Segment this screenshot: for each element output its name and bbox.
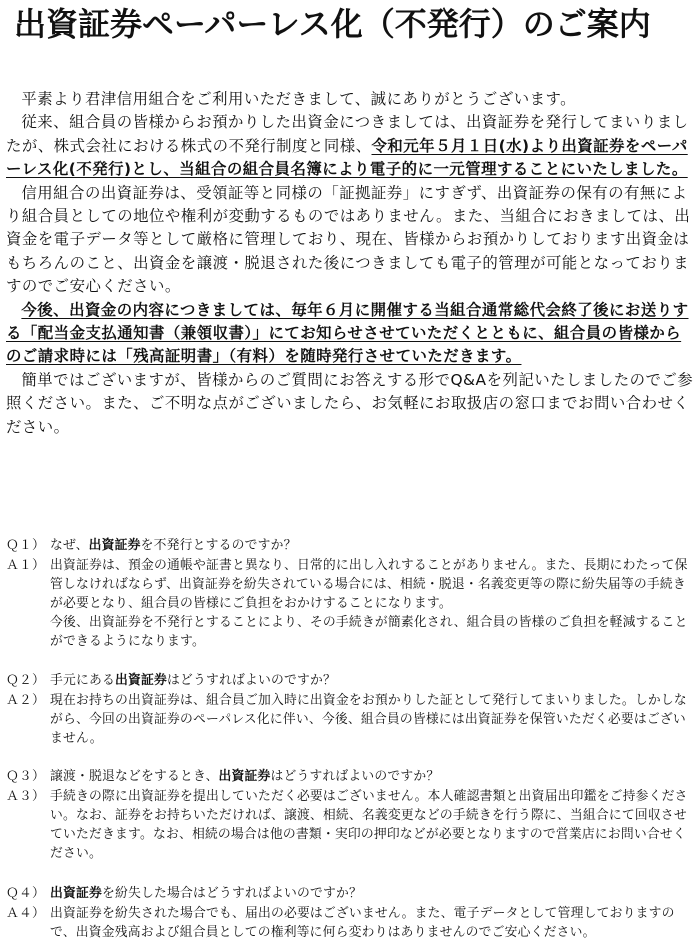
question-text	[50, 671, 336, 690]
question-label: Ｑ２）	[6, 673, 45, 688]
question	[6, 767, 694, 786]
answer-paragraph: 今後、出資証券を不発行とすることにより、その手続きが簡素化され、組合員の皆様のご負担を軽減することができるようになります。	[50, 615, 688, 649]
intro-background-text: 従来、組合員の皆様からお預かりした出資金につきましては、出資証券を発行してまいりましたが、株式会社における株式の不発行制度と同様、	[6, 113, 689, 155]
answer-text	[50, 691, 694, 748]
answer-text	[50, 787, 694, 863]
answer	[6, 904, 694, 942]
intro-qa-guidance: 簡単ではございますが、皆様からのご質問にお答えする形でQ&Aを列記いたしましたのでご参照ください。また、ご不明な点がございましたら、お気軽にお取扱店の窓口までお問い合わせください。	[6, 370, 694, 436]
question-text-post: はどうすればよいのですか？	[270, 769, 440, 784]
question-text-bold: 出資証券	[88, 538, 141, 553]
qa-item	[6, 884, 694, 942]
intro-effective-date-highlight: 令和元年５月１日(水)より出資証券をペーパーレス化(不発行)とし、当組合の組合員名簿により電子的に一元管理することにいたしました。	[6, 136, 688, 179]
answer-text	[50, 556, 694, 651]
answer-label: Ａ２）	[6, 693, 45, 708]
question-text-post: はどうすればよいのですか？	[166, 673, 336, 688]
qa-item	[6, 767, 694, 863]
answer-label: Ａ１）	[6, 558, 45, 573]
answer-paragraph: 現在お持ちの出資証券は、組合員ご加入時に出資金をお預かりした証として発行してまいりました。しかしながら、今回の出資証券のペーパレス化に伴い、今後、組合員の皆様には出資証券を保管いただく必要はございません。	[50, 693, 687, 746]
question-text-post: を紛失した場合はどうすればよいのですか？	[102, 886, 362, 901]
question-text-pre: 譲渡・脱退などをするとき、	[50, 769, 219, 784]
question-text	[50, 884, 362, 903]
page-title: 出資証券ペーパーレス化（不発行）のご案内	[14, 5, 651, 43]
intro-paperless-announcement	[6, 111, 694, 181]
answer	[6, 787, 694, 863]
question-text-bold: 出資証券	[114, 673, 167, 688]
qa-item	[6, 671, 694, 748]
answer-label: Ａ４）	[6, 906, 45, 921]
question-text-bold: 出資証券	[218, 769, 271, 784]
question-text	[50, 536, 297, 555]
question	[6, 671, 694, 690]
intro-greeting: 平素より君津信用組合をご利用いただきまして、誠にありがとうございます。	[21, 90, 577, 108]
question-label: Ｑ４）	[6, 886, 45, 901]
answer-paragraph: 出資証券は、預金の通帳や証書と異なり、日常的に出し入れすることがありません。また、長期にわたって保管しなければならず、出資証券を紛失されている場合には、相続・脱退・名義変更等の際に紛失届等の手続きが必要となり、組合員の皆様にご負担をおかけすることになります。	[50, 558, 688, 611]
question-label: Ｑ３）	[6, 769, 45, 784]
question-text-post: を不発行とするのですか？	[140, 538, 297, 553]
answer	[6, 556, 694, 651]
question-text	[50, 767, 439, 786]
answer-paragraph: 出資証券を紛失された場合でも、届出の必要はございません。また、電子データとして管理しておりますので、出資金残高および組合員としての権利等に何ら変わりはありませんのでご安心ください。	[50, 906, 675, 940]
qa-item	[6, 536, 694, 651]
question-text-pre: 手元にある	[50, 673, 115, 688]
intro-notice-highlight-text: 今後、出資金の内容につきましては、毎年６月に開催する当組合通常総代会終了後にお送りする「配当金支払通知書（兼領収書）」にてお知らせさせていただくとともに、組合員の皆様からのご請求時には「残高証明書」（有料）を随時発行させていただきます。	[6, 300, 689, 366]
question-label: Ｑ１）	[6, 538, 45, 553]
answer	[6, 691, 694, 748]
question	[6, 884, 694, 903]
answer-paragraph: 手続きの際に出資証券を提出していただく必要はございません。本人確認書類と出資届出印鑑をご持参ください。なお、証券をお持ちいただければ、譲渡、相続、名義変更などの手続きを行う際に、当組合にて回収させていただきます。なお、相続の場合は他の書類・実印の押印などが必要となりますので営業店にお問い合せください。	[50, 789, 688, 861]
intro-section	[6, 88, 694, 439]
question-text-bold: 出資証券	[50, 886, 102, 901]
answer-label: Ａ３）	[6, 789, 45, 804]
question	[6, 536, 694, 555]
intro-notice-highlight	[6, 299, 694, 369]
answer-text	[50, 904, 694, 942]
intro-certificate-explanation: 信用組合の出資証券は、受領証等と同様の「証拠証券」にすぎず、出資証券の保有の有無により組合員としての地位や権利が変動するものではありません。また、当組合におきましては、出資金を電子データ等として厳格に管理しており、現在、皆様からお預かりしております出資金はもちろんのこと、出資金を譲渡・脱退された後につきましても電子的管理が可能となっておりますのでご安心ください。	[6, 183, 691, 296]
question-text-pre: なぜ、	[50, 538, 89, 553]
